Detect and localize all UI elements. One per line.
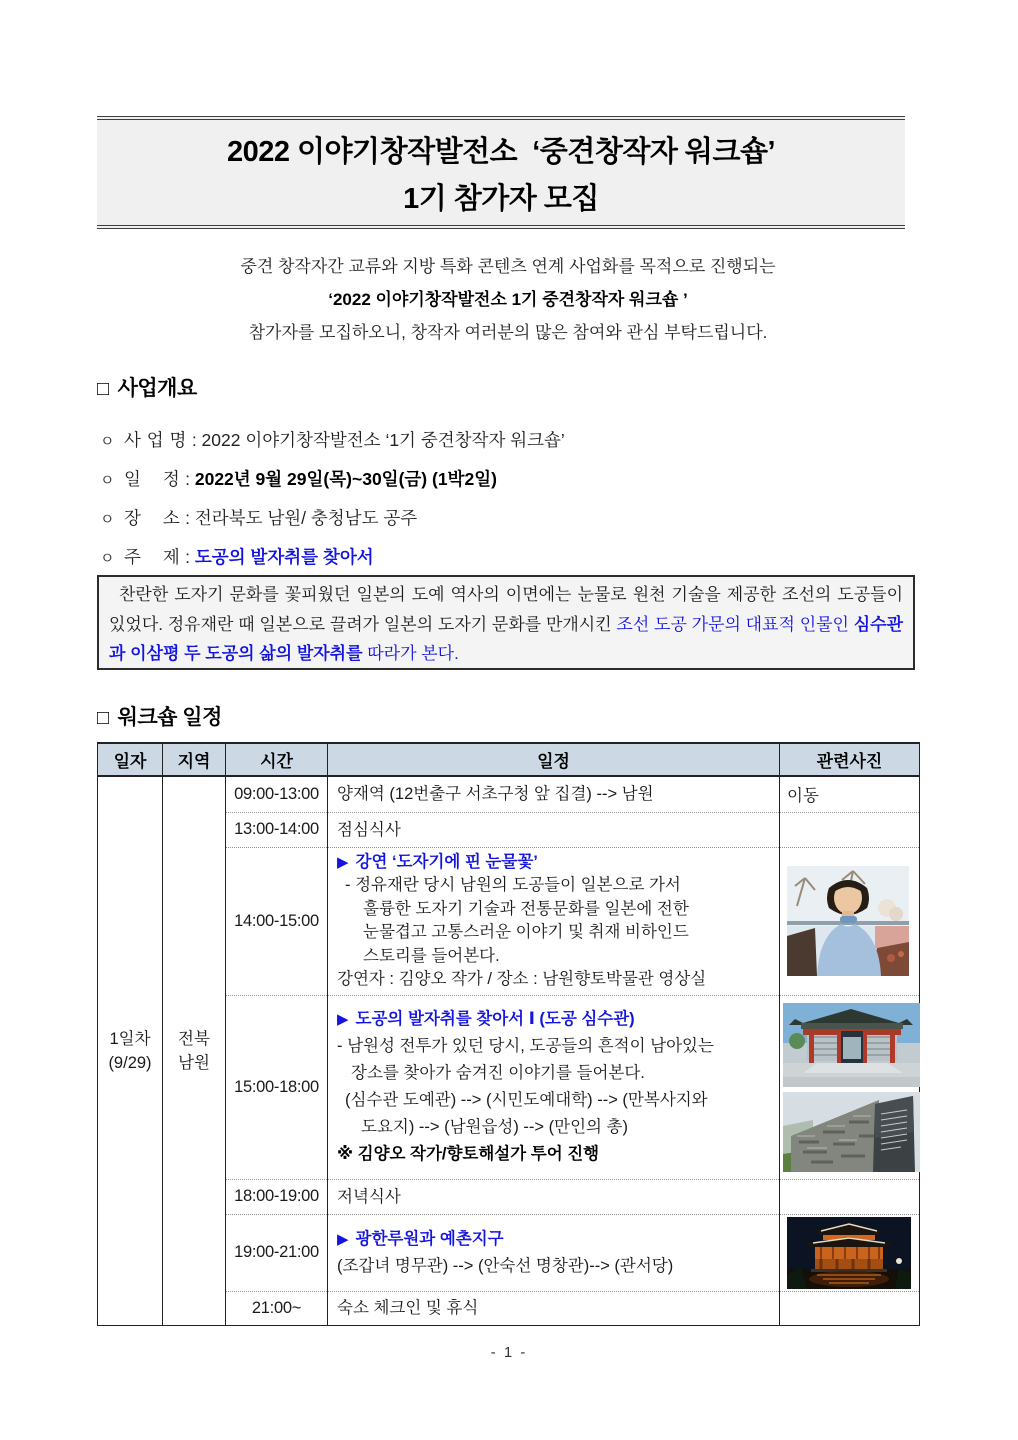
page-number: - 1 - (490, 1344, 528, 1361)
title-banner (97, 116, 905, 229)
circle-bullet-icon: ㅇ (100, 550, 115, 567)
circle-bullet-icon: ㅇ (100, 511, 115, 528)
square-bullet-icon: □ (97, 707, 109, 729)
list-item-schedule: ㅇ 일 정 : 2022년 9월 29일(목)~30일(금) (1박2일) (100, 467, 900, 491)
play-arrow-icon: ▶ (337, 1011, 349, 1028)
section-heading-overview: □ 사업개요 (97, 377, 197, 400)
column-header-date: 일자 (98, 743, 163, 776)
photo-simsugwan-pottery-hall (783, 1003, 920, 1087)
box-text-blue-bold: 심수관과 이삼평 두 도공의 삶의 발자취를 (109, 614, 904, 663)
event-cell: 저녁식사 (328, 1179, 780, 1214)
intro-paragraph (97, 250, 919, 349)
list-item-theme: ㅇ 주 제 : 도공의 발자취를 찾아서 (100, 545, 900, 569)
event-cell: ▶ 도공의 발자취를 찾아서 Ⅰ (도공 심수관) - 남원성 전투가 있던 당시, 도공들의 흔적이 남아있는 장소를 찾아가 숨겨진 이야기를 들어본다. (심수관 도예관) --> (시민도예대학) --> (만복사지와 도요지) --> (남원읍성) --> (만인의 총) ※ 김양오 작가/향토해설가 투어 진행 (328, 995, 780, 1179)
event-cell: 양재역 (12번출구 서초구청 앞 집결) --> 남원 (328, 776, 780, 812)
photo-cell (780, 1179, 920, 1214)
intro-line-3: 참가자를 모집하오니, 창작자 여러분의 많은 참여와 관심 부탁드립니다. (248, 323, 768, 342)
square-bullet-icon: □ (97, 378, 109, 400)
circle-bullet-icon: ㅇ (100, 472, 115, 489)
time-cell: 09:00-13:00 (226, 776, 328, 812)
photo-fortress-wall-monument (783, 1092, 920, 1172)
overview-list (100, 428, 900, 584)
column-header-region: 지역 (163, 743, 226, 776)
intro-line-1: 중견 창작자간 교류와 지방 특화 콘텐츠 연계 사업화를 목적으로 진행되는 (240, 257, 776, 276)
photo-cell (780, 812, 920, 847)
time-cell: 19:00-21:00 (226, 1214, 328, 1291)
event-title: ▶ 광한루원과 예촌지구 (337, 1229, 504, 1248)
time-cell: 15:00-18:00 (226, 995, 328, 1179)
table-header-row (98, 743, 920, 776)
table-row (98, 776, 920, 812)
schedule-table (97, 742, 920, 1326)
intro-line-2: ‘2022 이야기창작발전소 1기 중견창작자 워크숍 ’ (328, 290, 688, 309)
play-arrow-icon: ▶ (337, 853, 349, 871)
column-header-photos: 관련사진 (780, 743, 920, 776)
event-cell: ▶ 광한루원과 예촌지구 (조갑녀 명무관) --> (안숙선 명창관)--> (관서당) (328, 1214, 780, 1291)
column-header-itinerary: 일정 (328, 743, 780, 776)
time-cell: 13:00-14:00 (226, 812, 328, 847)
event-title: ▶ 도공의 발자취를 찾아서 Ⅰ (도공 심수관) (337, 1010, 635, 1028)
time-cell: 18:00-19:00 (226, 1179, 328, 1214)
photo-gwanghallu-night (787, 1217, 911, 1289)
photo-lecturer (787, 866, 909, 976)
day-cell: 1일차 (9/29) (98, 776, 163, 1325)
play-arrow-icon: ▶ (337, 1230, 349, 1248)
event-title: ▶ 강연 ‘도자기에 핀 눈물꽃’ (337, 852, 538, 871)
column-header-time: 시간 (226, 743, 328, 776)
time-cell: 14:00-15:00 (226, 847, 328, 995)
box-text-blue: 조선 도공 가문의 대표적 인물인 (616, 614, 854, 634)
photo-cell (780, 995, 920, 1179)
region-cell: 전북 남원 (163, 776, 226, 1325)
theme-description-box (97, 575, 915, 670)
event-cell: 점심식사 (328, 812, 780, 847)
event-cell: ▶ 강연 ‘도자기에 핀 눈물꽃’ - 정유재란 당시 남원의 도공들이 일본으로 가서 훌륭한 도자기 기술과 전통문화를 일본에 전한 눈물겹고 고통스러운 이야기 및 취재 비하인드 스토리를 들어본다. 강연자 : 김양오 작가 / 장소 : 남원향토박물관 영상실 (328, 847, 780, 995)
photo-cell: 이동 (780, 776, 920, 812)
list-item-project-name: ㅇ 사 업 명 : 2022 이야기창작발전소 ‘1기 중견창작자 워크숍’ (100, 428, 900, 452)
box-text-blue-end: 따라가 본다. (362, 644, 459, 663)
circle-bullet-icon: ㅇ (100, 433, 115, 450)
photo-cell (780, 1291, 920, 1325)
title-line-2: 1기 참가자 모집 (403, 182, 599, 215)
photo-cell (780, 847, 920, 995)
list-item-location: ㅇ 장 소 : 전라북도 남원/ 충청남도 공주 (100, 506, 900, 530)
event-cell: 숙소 체크인 및 휴식 (328, 1291, 780, 1325)
time-cell: 21:00~ (226, 1291, 328, 1325)
photo-cell (780, 1214, 920, 1291)
box-text-black: 찬란한 도자기 문화를 꽃피웠던 일본의 도예 역사의 이면에는 눈물로 원천 기술을 제공한 조선의 도공들이 있었다. 정유재란 때 일본으로 끌려가 일본의 도자기 문화를 만개시킨 (109, 585, 903, 634)
title-line-1: 2022 이야기창작발전소 ‘중견창작자 워크숍’ (226, 135, 776, 168)
section-heading-schedule: □ 워크숍 일정 (97, 706, 222, 729)
